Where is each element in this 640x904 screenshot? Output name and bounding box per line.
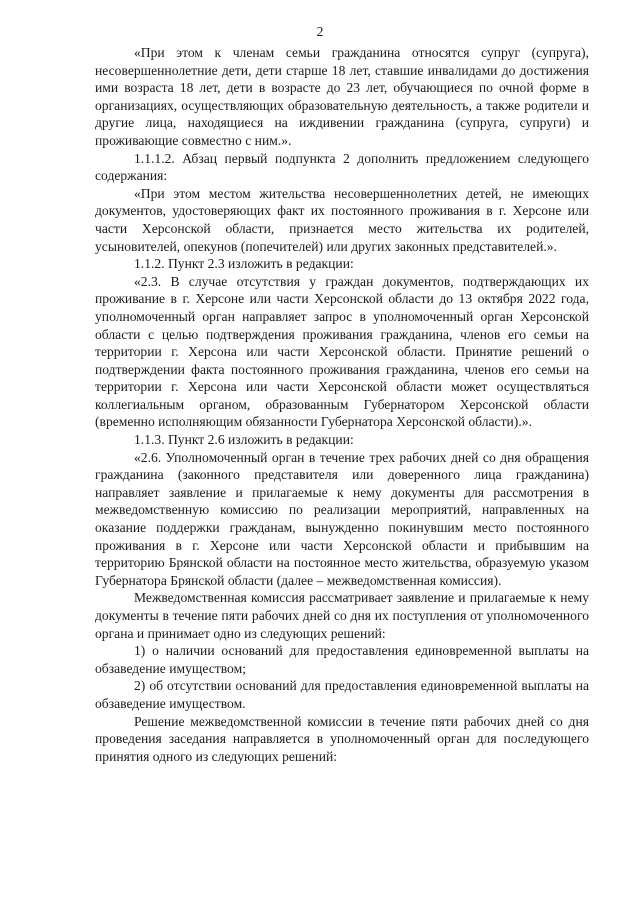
paragraph-commission-review: Межведомственная комиссия рассматривает заявление и прилагаемые к нему документы в течение пяти рабочих дней со дня их поступления от уполномоченного органа и принимает одно из следующих решений: <box>95 590 589 641</box>
page-number: 2 <box>316 24 324 39</box>
paragraph-family-members-definition: «При этом к членам семьи гражданина относятся супруг (супруга), несовершеннолетние дети, дети старше 18 лет, ставшие инвалидами до достижения ими возраста 18 лет, дети в возрасте до 23 лет, обучающиеся по очной форме в организациях, осуществляющих образовательную деятельность, а также родители и другие лица, находящиеся на иждивении гражданина (супруга, супруги) и проживающие совместно с ним.». <box>95 45 589 148</box>
list-item-decision-2: 2) об отсутствии оснований для предоставления единовременной выплаты на обзаведение имуществом. <box>95 678 589 711</box>
list-item-decision-1: 1) о наличии оснований для предоставления единовременной выплаты на обзаведение имуществом; <box>95 643 589 676</box>
paragraph-commission-decision: Решение межведомственной комиссии в течение пяти рабочих дней со дня проведения заседания направляется в уполномоченный орган для последующего принятия одного из следующих решений: <box>95 713 589 764</box>
paragraph-amendment-1-1-1-2: 1.1.1.2. Абзац первый подпункта 2 дополнить предложением следующего содержания: <box>95 150 589 184</box>
paragraph-amendment-1-1-3: 1.1.3. Пункт 2.6 изложить в редакции: <box>134 432 354 448</box>
paragraph-minors-residence: «При этом местом жительства несовершеннолетних детей, не имеющих документов, удостоверяющих факт их постоянного проживания в г. Херсоне или части Херсонской области, признается место жительства их родителей, усыновителей, опекунов (попечителей) или других законных представителей.». <box>95 185 589 254</box>
document-body <box>95 44 589 765</box>
paragraph-amendment-1-1-2: 1.1.2. Пункт 2.3 изложить в редакции: <box>134 256 354 272</box>
paragraph-clause-2-6: «2.6. Уполномоченный орган в течение трех рабочих дней со дня обращения гражданина (законного представителя или доверенного лица гражданина) направляет заявление и прилагаемые к нему документы для рассмотрения в межведомственную комиссию по реализации мероприятий, направленных на оказание поддержки гражданам, вынужденно покинувшим место постоянного проживания в г. Херсоне или части Херсонской области и прибывшим на территорию Брянской области на постоянное место жительства, образуемую указом Губернатора Брянской области (далее – межведомственная комиссия). <box>95 449 589 588</box>
paragraph-clause-2-3: «2.3. В случае отсутствия у граждан документов, подтверждающих их проживание в г. Херсоне или части Херсонской области до 13 октября 2022 года, уполномоченный орган направляет запрос в уполномоченный орган Херсонской области с целью подтверждения проживания гражданина, членов его семьи на территории г. Херсона или части Херсонской области. Принятие решений о подтверждении факта постоянного проживания гражданина, членов его семьи на территории г. Херсона или части Херсонской области может осуществляться коллегиальным органом, образованным Губернатором Херсонской области (временно исполняющим обязанности Губернатора Херсонской области).». <box>95 273 589 430</box>
